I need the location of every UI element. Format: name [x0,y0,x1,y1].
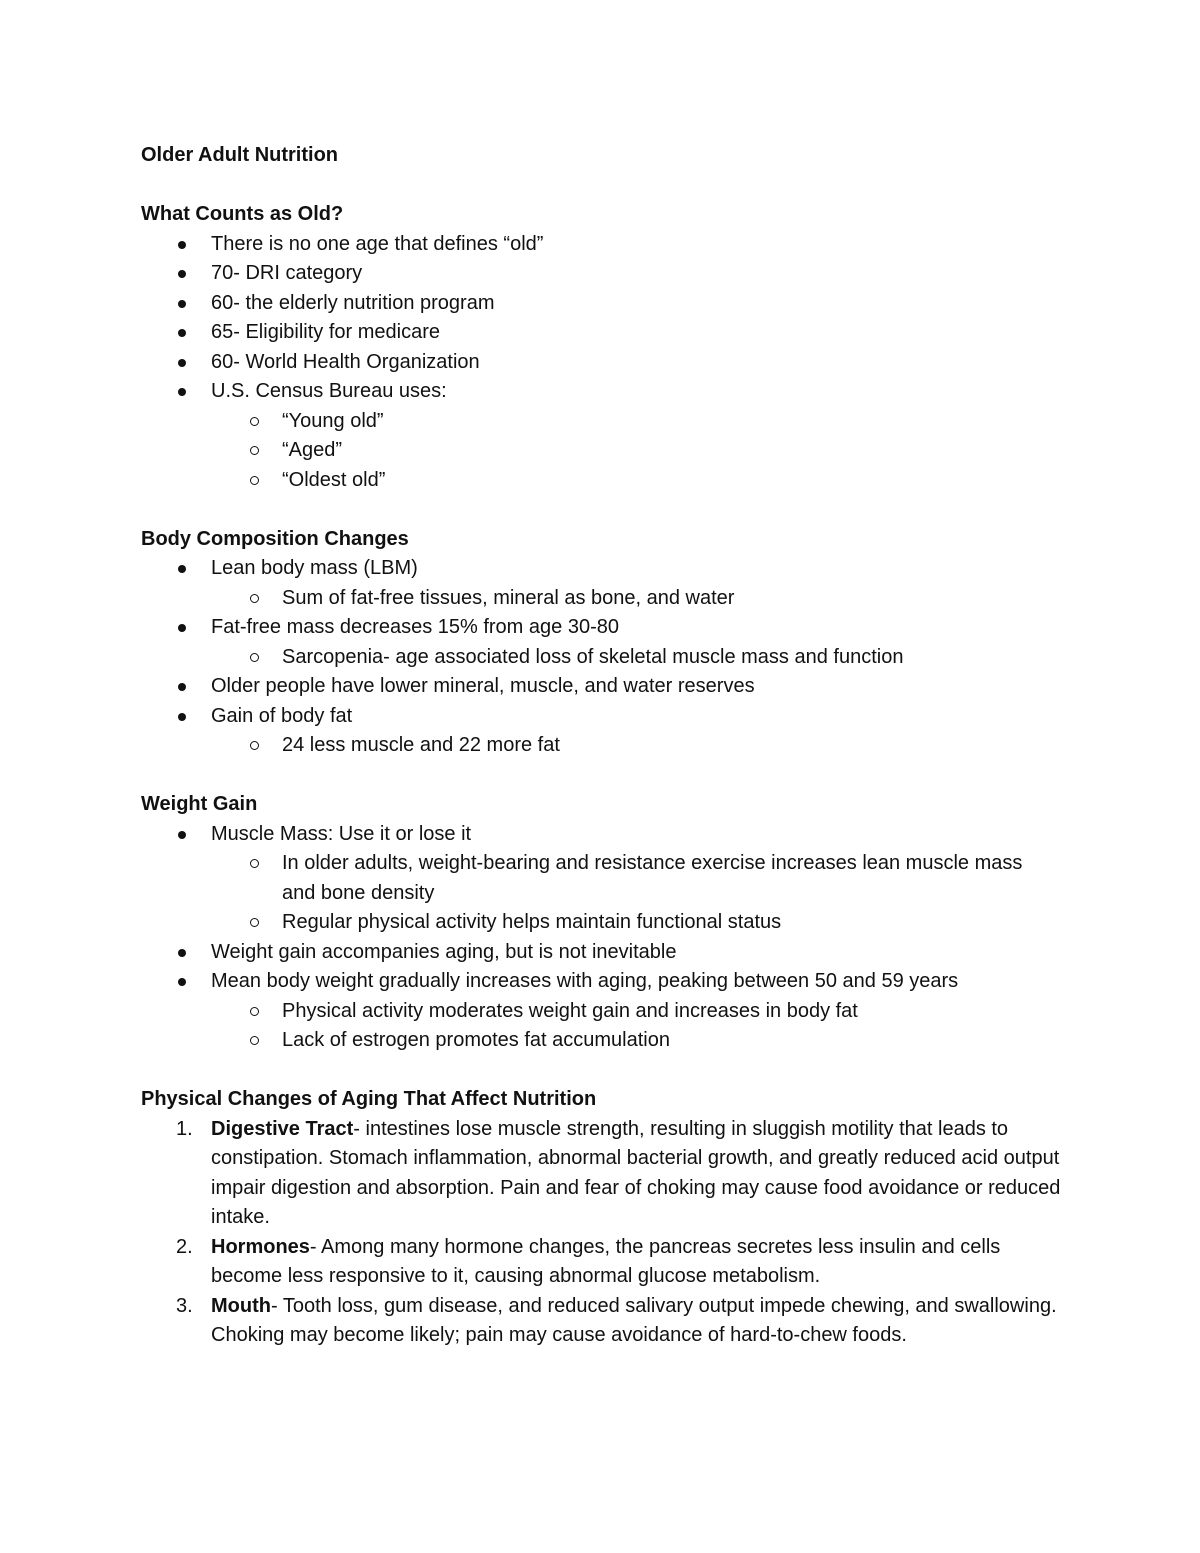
list-item: 70- DRI category [141,259,1061,289]
sub-list-item: Sarcopenia- age associated loss of skeletal muscle mass and function [141,643,1061,673]
sub-list-item: 24 less muscle and 22 more fat [141,731,1061,761]
section-physical-changes [141,1085,1061,1351]
hollow-bullet-icon [250,594,259,603]
section-body-composition [141,525,1061,761]
bullet-list [141,230,1061,496]
section-heading: Body Composition Changes [141,527,409,550]
bullet-icon [178,949,186,957]
bullet-icon [178,241,186,249]
hollow-bullet-icon [250,1007,259,1016]
hollow-bullet-icon [250,859,259,868]
bullet-icon [178,683,186,691]
sub-list-item: Sum of fat-free tissues, mineral as bone, and water [141,584,1061,614]
document-title: Older Adult Nutrition [141,144,339,166]
item-term: Digestive Tract [211,1117,354,1140]
section-what-counts-as-old [141,200,1061,495]
bullet-list [141,820,1061,1056]
list-item: 65- Eligibility for medicare [141,318,1061,348]
section-heading: Weight Gain [141,793,258,815]
hollow-bullet-icon [250,446,259,455]
list-item: Fat-free mass decreases 15% from age 30-80 [141,613,1061,643]
list-item: 60- World Health Organization [141,348,1061,378]
section-weight-gain [141,790,1061,1056]
list-item: Weight gain accompanies aging, but is not inevitable [141,938,1061,968]
numbered-item [141,1233,1061,1292]
bullet-icon [178,713,186,721]
item-text: - Tooth loss, gum disease, and reduced salivary output impede chewing, and swallowing. Choking may become likely; pain may cause avoidance of hard-to-chew foods. [211,1294,1057,1346]
sub-list-item: In older adults, weight-bearing and resistance exercise increases lean muscle mass and bone density [141,849,1061,908]
hollow-bullet-icon [250,1036,259,1045]
numbered-list [141,1115,1061,1351]
hollow-bullet-icon [250,417,259,426]
bullet-icon [178,831,186,839]
bullet-list [141,554,1061,761]
sub-list-item: Lack of estrogen promotes fat accumulation [141,1026,1061,1056]
numbered-item [141,1292,1061,1351]
bullet-icon [178,388,186,396]
sub-list-item: Regular physical activity helps maintain functional status [141,908,1061,938]
section-heading: Physical Changes of Aging That Affect Nutrition [141,1088,597,1110]
sub-list-item: Physical activity moderates weight gain and increases in body fat [141,997,1061,1027]
list-item: Gain of body fat [141,702,1061,732]
bullet-icon [178,978,186,986]
item-number: 2. [176,1235,193,1258]
list-item: There is no one age that defines “old” [141,230,1061,260]
item-text: - intestines lose muscle strength, resulting in sluggish motility that leads to constipation. Stomach inflammation, abnormal bacterial growth, and greatly reduced acid output impair digestion and absorption. Pain and fear of choking may cause food avoidance or reduced intake. [211,1117,1061,1228]
hollow-bullet-icon [250,653,259,662]
item-number: 1. [176,1117,193,1140]
sub-list-item: “Oldest old” [141,466,1061,496]
list-item: Lean body mass (LBM) [141,554,1061,584]
item-text: - Among many hormone changes, the pancreas secretes less insulin and cells become less responsive to it, causing abnormal glucose metabolism. [211,1235,1001,1287]
hollow-bullet-icon [250,741,259,750]
list-item: 60- the elderly nutrition program [141,289,1061,319]
list-item: Mean body weight gradually increases with aging, peaking between 50 and 59 years [141,967,1061,997]
item-term: Mouth [211,1294,271,1317]
bullet-icon [178,359,186,367]
list-item: Older people have lower mineral, muscle, and water reserves [141,672,1061,702]
bullet-icon [178,329,186,337]
document-content [141,141,1061,1351]
bullet-icon [178,300,186,308]
item-number: 3. [176,1294,193,1317]
hollow-bullet-icon [250,918,259,927]
section-heading: What Counts as Old? [141,203,344,225]
hollow-bullet-icon [250,476,259,485]
numbered-item [141,1115,1061,1233]
bullet-icon [178,565,186,573]
sub-list-item: “Young old” [141,407,1061,437]
sub-list-item: “Aged” [141,436,1061,466]
item-term: Hormones [211,1235,310,1258]
list-item: U.S. Census Bureau uses: [141,377,1061,407]
list-item: Muscle Mass: Use it or lose it [141,820,1061,850]
bullet-icon [178,270,186,278]
bullet-icon [178,624,186,632]
